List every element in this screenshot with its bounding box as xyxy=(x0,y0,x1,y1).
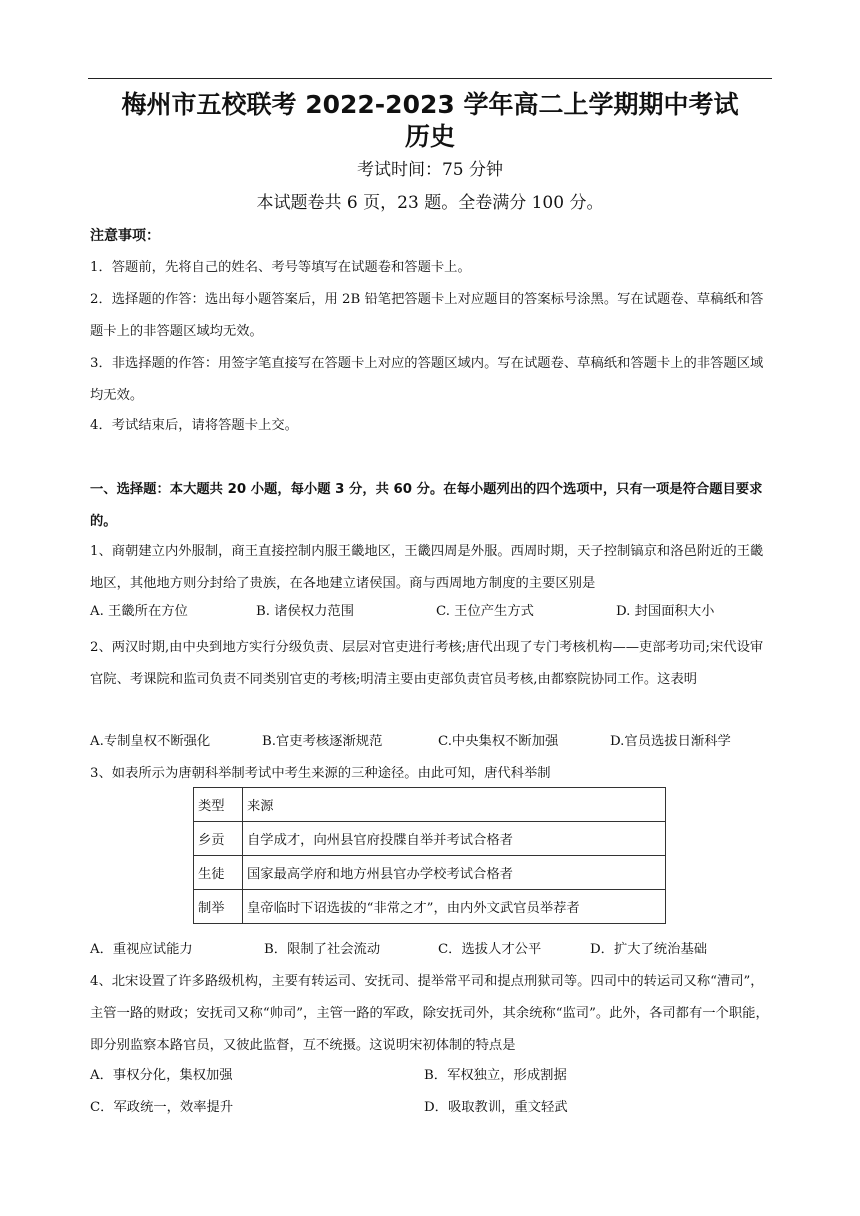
question-4-stem: 4、北宋设置了许多路级机构，主要有转运司、安抚司、提举常平司和提点刑狱司等。四司中的转运司又称“漕司”，主管一路的财政；安抚司又称“帅司”，主管一路的军政，除安抚司外，其余统称“监司”。此外，各司都有一个职能，即分别监察本路官员，又彼此监督，互不统摄。这说明宋初体制的特点是 xyxy=(90,974,769,1053)
note-item-3: 3．非选择题的作答：用签字笔直接写在答题卡上对应的答题区域内。写在试题卷、草稿纸和答题卡上的非答题区域均无效。 xyxy=(90,356,764,403)
question-4-options-row1 xyxy=(90,1062,774,1090)
exam-info: 本试题卷共 6 页，23 题。全卷满分 100 分。 xyxy=(256,193,604,213)
table-row xyxy=(194,890,666,924)
question-4-options-row2 xyxy=(90,1094,774,1122)
table-cell: 皇帝临时下诏选拔的“非常之才”，由内外文武官员举荐者 xyxy=(243,890,666,924)
table-header-cell: 类型 xyxy=(194,788,243,822)
note-item-4: 4．考试结束后，请将答题卡上交。 xyxy=(90,418,298,433)
note-item-1: 1．答题前，先将自己的姓名、考号等填写在试题卷和答题卡上。 xyxy=(90,260,471,275)
notes-heading: 注意事项： xyxy=(90,228,160,244)
option-d: D.官员选拔日渐科学 xyxy=(610,734,731,749)
exam-time: 考试时间：75 分钟 xyxy=(356,160,504,180)
question-2-options xyxy=(90,728,774,756)
option-c: C．军政统一，效率提升 xyxy=(90,1100,234,1115)
option-b: B. 诸侯权力范围 xyxy=(256,604,355,619)
question-2-stem: 2、两汉时期,由中央到地方实行分级负责、层层对官吏进行考核;唐代出现了专门考核机构——吏部考功司;宋代设审官院、考课院和监司负责不同类别官吏的考核;明清主要由吏部负责官员考核,由都察院协同工作。这表明 xyxy=(90,640,764,687)
option-a: A．重视应试能力 xyxy=(90,942,193,957)
option-c: C．选拔人才公平 xyxy=(438,942,542,957)
table-header-row xyxy=(194,788,666,822)
option-b: B．限制了社会流动 xyxy=(264,942,381,957)
option-a: A．事权分化，集权加强 xyxy=(90,1068,233,1083)
note-item-2: 2．选择题的作答：选出每小题答案后，用 2B 铅笔把答题卡上对应题目的答案标号涂黑。写在试题卷、草稿纸和答题卡上的非答题区域均无效。 xyxy=(90,292,764,339)
question-3-table xyxy=(193,787,666,924)
question-1-stem: 1、商朝建立内外服制，商王直接控制内服王畿地区，王畿四周是外服。西周时期，天子控制镐京和洛邑附近的王畿地区，其他地方则分封给了贵族，在各地建立诸侯国。商与西周地方制度的主要区别是 xyxy=(90,544,764,591)
table-row xyxy=(194,822,666,856)
option-a: A. 王畿所在方位 xyxy=(90,604,188,619)
table-cell: 乡贡 xyxy=(194,822,243,856)
option-a: A.专制皇权不断强化 xyxy=(90,734,211,749)
table-cell: 国家最高学府和地方州县官办学校考试合格者 xyxy=(243,856,666,890)
header-rule xyxy=(88,78,772,79)
option-c: C. 王位产生方式 xyxy=(436,604,534,619)
exam-subject: 历史 xyxy=(404,122,455,151)
option-b: B.官吏考核逐渐规范 xyxy=(262,734,383,749)
option-c: C.中央集权不断加强 xyxy=(438,734,559,749)
section-heading: 一、选择题：本大题共 20 小题，每小题 3 分，共 60 分。在每小题列出的四个选项中，只有一项是符合题目要求的。 xyxy=(90,482,763,529)
question-3-stem: 3、如表所示为唐朝科举制考试中考生来源的三种途径。由此可知，唐代科举制 xyxy=(90,766,551,781)
option-d: D. 封国面积大小 xyxy=(616,604,715,619)
table-cell: 制举 xyxy=(194,890,243,924)
table-row xyxy=(194,856,666,890)
table-cell: 自学成才，向州县官府投牒自举并考试合格者 xyxy=(243,822,666,856)
table-header-cell: 来源 xyxy=(243,788,666,822)
question-3-options xyxy=(90,936,774,964)
table-cell: 生徒 xyxy=(194,856,243,890)
question-1-options xyxy=(90,598,774,626)
exam-title: 梅州市五校联考 2022-2023 学年高二上学期期中考试 xyxy=(121,90,739,119)
option-b: B．军权独立，形成割据 xyxy=(424,1068,567,1083)
option-d: D．吸取教训，重文轻武 xyxy=(424,1100,568,1115)
option-d: D．扩大了统治基础 xyxy=(590,942,708,957)
